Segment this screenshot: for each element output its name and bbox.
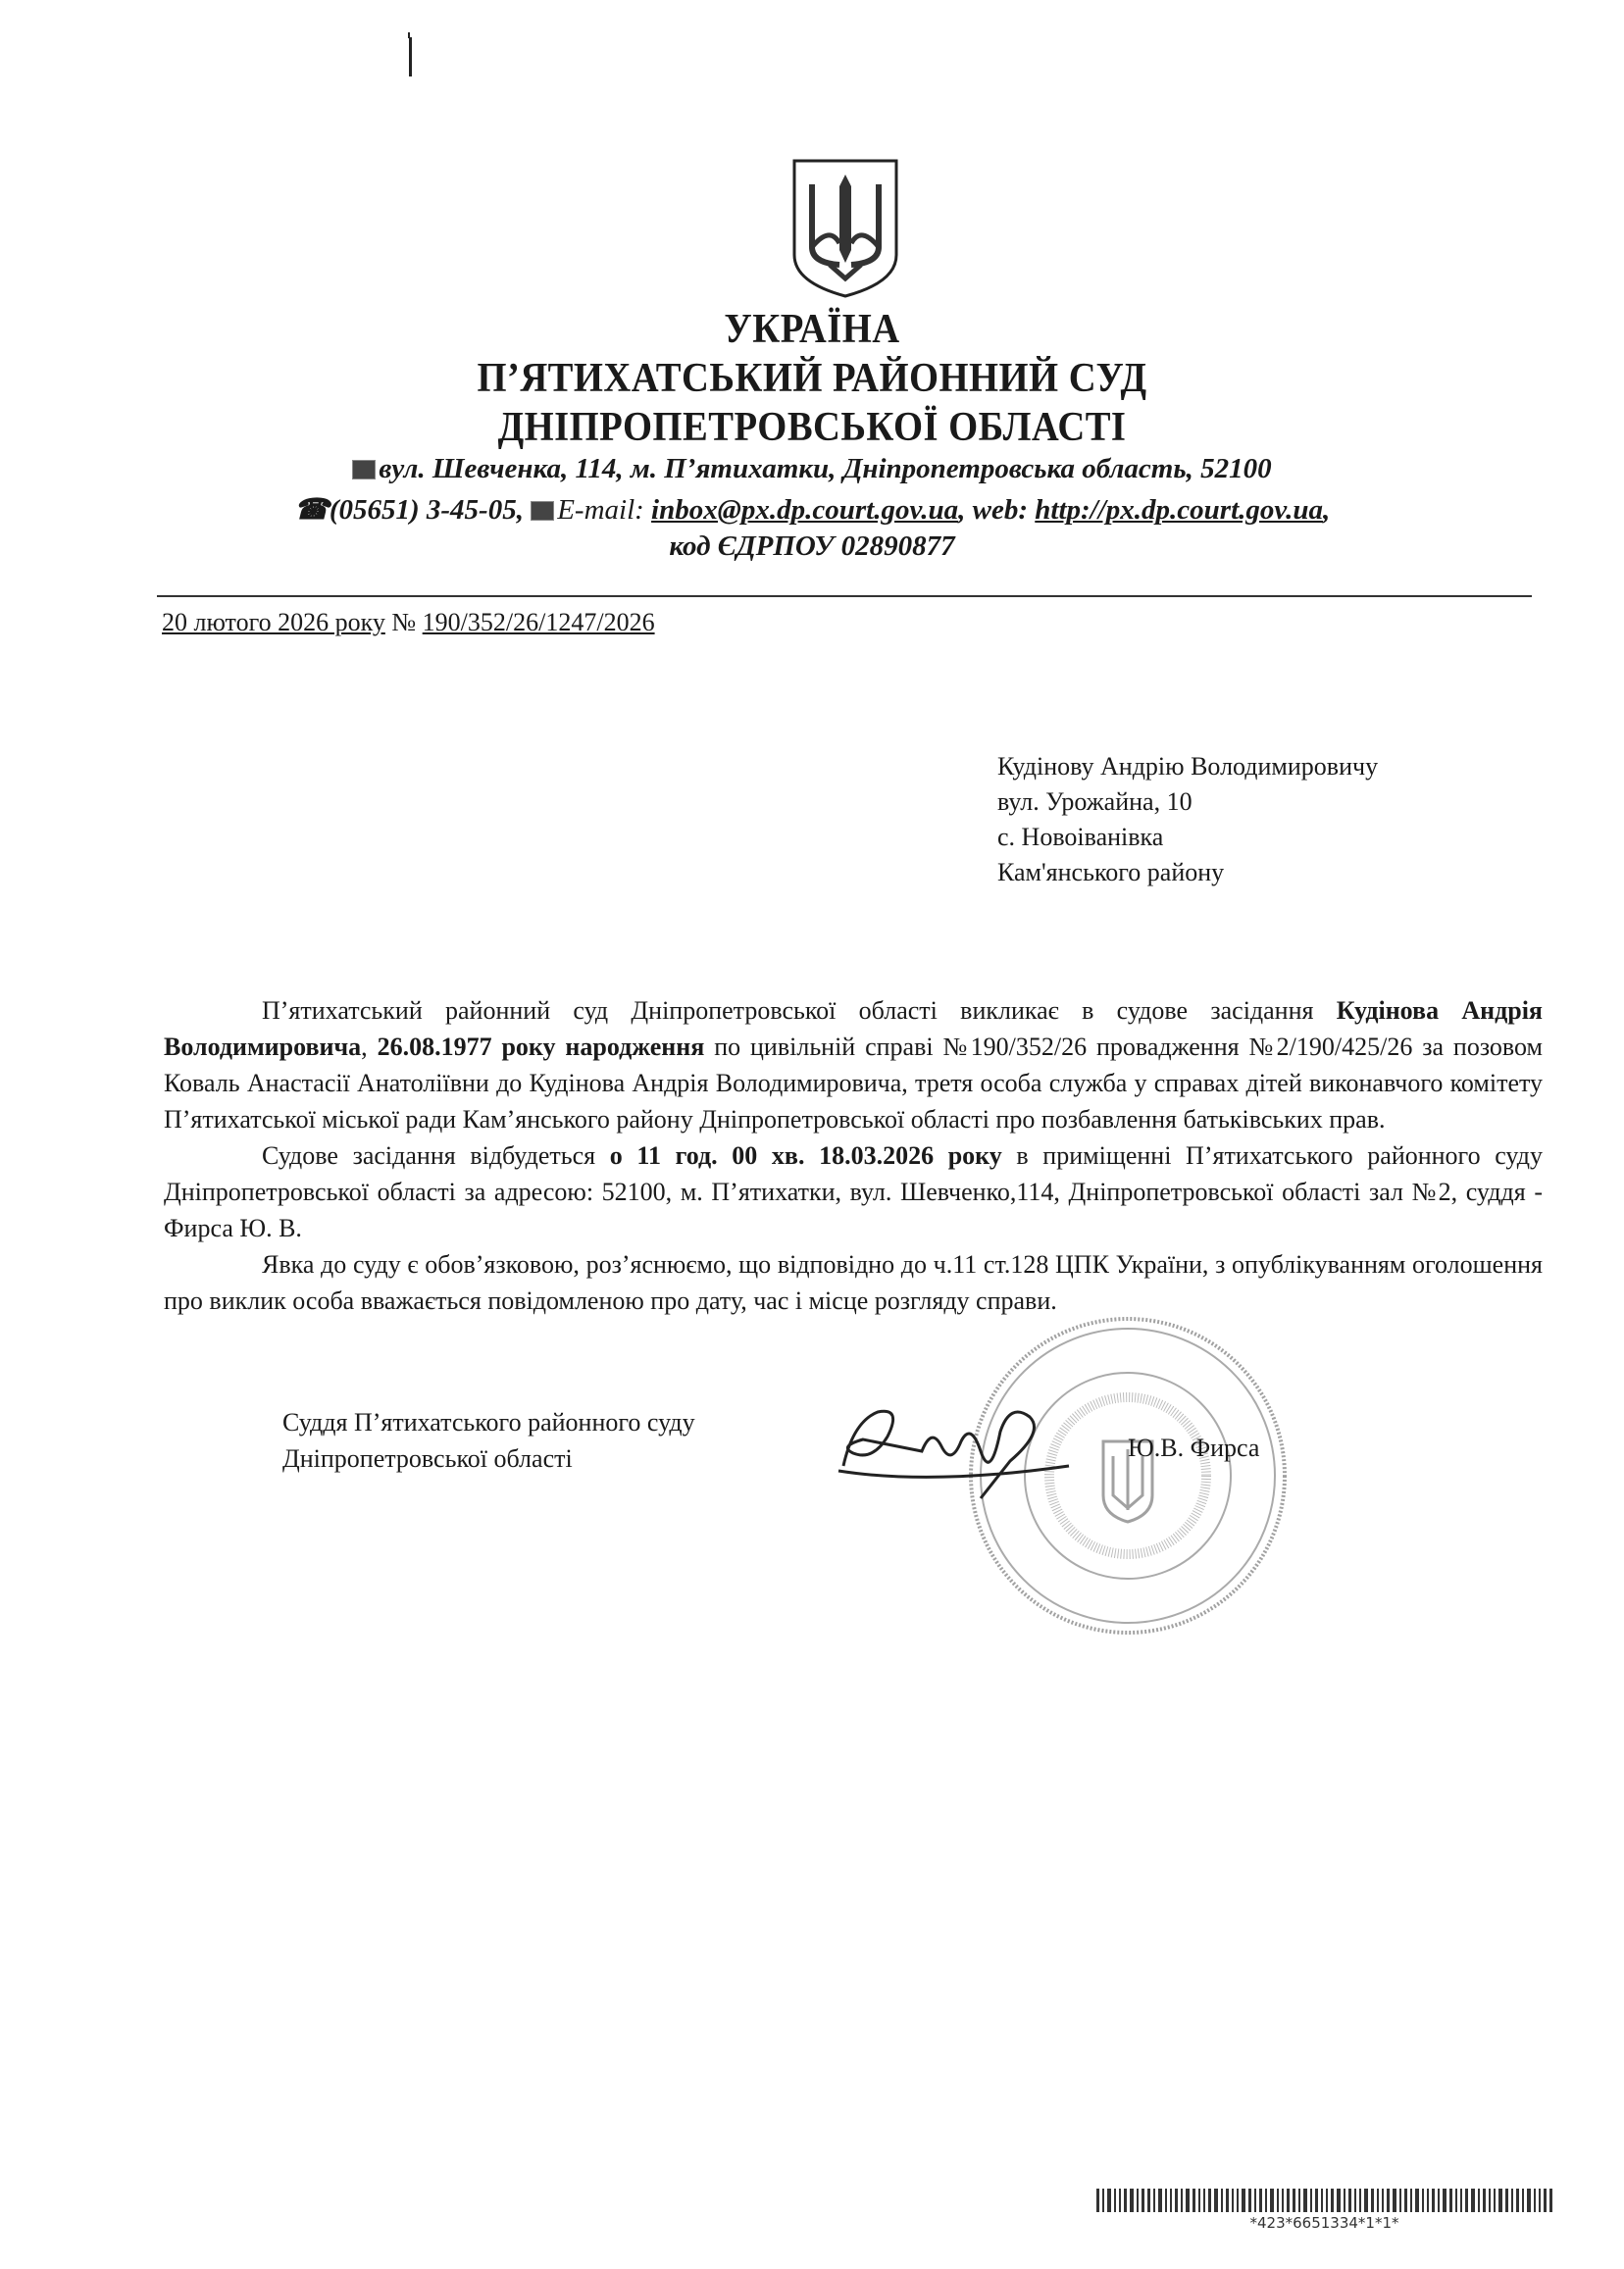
barcode-bar <box>1449 2189 1452 2212</box>
barcode-bar <box>1119 2189 1121 2212</box>
barcode-bar <box>1404 2189 1407 2212</box>
recipient-village: с. Новоіванівка <box>997 823 1164 851</box>
coat-of-arms-trident-icon <box>790 157 900 299</box>
barcode-bar <box>1165 2189 1167 2212</box>
barcode-bar <box>1242 2189 1245 2212</box>
barcode-bar <box>1527 2189 1531 2212</box>
barcode-bar <box>1544 2189 1547 2212</box>
judge-title <box>282 1404 695 1477</box>
barcode-bar <box>1534 2189 1536 2212</box>
barcode-bar <box>1259 2189 1262 2212</box>
barcode-bar <box>1277 2189 1279 2212</box>
barcode-bar <box>1315 2189 1318 2212</box>
barcode-bar <box>1382 2189 1384 2212</box>
barcode-bar <box>1232 2189 1234 2212</box>
barcode-bar <box>1208 2189 1211 2212</box>
envelope-icon <box>352 460 376 479</box>
barcode-bar <box>1539 2189 1541 2212</box>
header-court-name: П’ЯТИХАТСЬКИЙ РАЙОННИЙ СУД <box>477 356 1147 401</box>
text: П’ятихатський районний суд Дніпропетровської області викликає в судове засідання <box>262 996 1337 1025</box>
scan-mark <box>409 37 412 76</box>
barcode-bar <box>1287 2189 1290 2212</box>
text: , <box>361 1033 378 1061</box>
barcode-bar <box>1096 2189 1099 2212</box>
barcode-bar <box>1522 2189 1524 2212</box>
text: в приміщенні П’ятихатського районного суду Дніпропетровської області за адресою: 52100, м. П’ятихатки, вул. Шевченко,114, Дніпропетровської області зал №2, суддя - Фирса Ю. В. <box>164 1141 1543 1242</box>
barcode-bar <box>1443 2189 1446 2212</box>
recipient-name: Кудінову Андрію Володимировичу <box>997 752 1379 781</box>
barcode-bar <box>1142 2189 1144 2212</box>
barcode-bar <box>1460 2189 1462 2212</box>
bold-text: 26.08.1977 року народження <box>377 1033 705 1061</box>
barcode-bar <box>1371 2189 1374 2212</box>
barcode-bar <box>1293 2189 1295 2212</box>
barcode-bar <box>1364 2189 1368 2212</box>
text: Судове засідання відбудеться <box>262 1141 610 1170</box>
barcode-bar <box>1114 2189 1116 2212</box>
barcode-bar <box>1226 2189 1229 2212</box>
hearing-paragraph <box>164 1137 1543 1246</box>
barcode-bar <box>1170 2189 1172 2212</box>
attendance-paragraph: Явка до суду є обов’язковою, роз’яснюємо, що відповідно до ч.11 ст.128 ЦПК України, з опублікуванням оголошення про виклик особа вважається повідомленою про дату, час і місце розгляду справи. <box>164 1250 1543 1315</box>
barcode-bar <box>1181 2189 1183 2212</box>
barcode-bar <box>1282 2189 1284 2212</box>
barcode-bar <box>1193 2189 1195 2212</box>
barcode-bar <box>1221 2189 1223 2212</box>
barcode-bar <box>1254 2189 1256 2212</box>
barcode-bar <box>1331 2189 1334 2212</box>
phone: (05651) 3-45-05, <box>329 494 524 526</box>
barcode-bar <box>1265 2189 1267 2212</box>
number-sign: № <box>391 608 417 636</box>
barcode-bar <box>1137 2189 1139 2212</box>
barcode-bar <box>1387 2189 1390 2212</box>
recipient-district: Кам'янського району <box>997 858 1225 886</box>
barcode-bar <box>1130 2189 1134 2212</box>
header-divider <box>157 595 1532 597</box>
barcode-bar <box>1432 2189 1435 2212</box>
barcode-bar <box>1337 2189 1341 2212</box>
barcode-bar <box>1153 2189 1155 2212</box>
barcode-bar <box>1415 2189 1419 2212</box>
barcode-bar <box>1465 2189 1468 2212</box>
court-contacts <box>0 492 1624 527</box>
barcode-bar <box>1516 2189 1519 2212</box>
header-region: ДНІПРОПЕТРОВСЬКОЇ ОБЛАСТІ <box>497 405 1127 450</box>
punct: , <box>1323 494 1331 526</box>
judge-title-line2: Дніпропетровської області <box>282 1444 573 1473</box>
judge-name: Ю.В. Фирса <box>1128 1434 1260 1462</box>
barcode-bar <box>1393 2189 1396 2212</box>
barcode-bar <box>1248 2189 1251 2212</box>
barcode-bar <box>1359 2189 1361 2212</box>
phone-icon: ☎ <box>293 494 330 526</box>
barcode-bar <box>1203 2189 1205 2212</box>
barcode-bar <box>1511 2189 1513 2212</box>
barcode-bar <box>1348 2189 1351 2212</box>
barcode-bar <box>1158 2189 1162 2212</box>
barcode-bar <box>1498 2189 1502 2212</box>
barcode-bar <box>1107 2189 1111 2212</box>
barcode-bar <box>1270 2189 1274 2212</box>
barcode-number: *423*6651334*1*1* <box>1249 2214 1399 2232</box>
edrpou-code: код ЄДРПОУ 02890877 <box>669 530 955 562</box>
barcode-bar <box>1175 2189 1178 2212</box>
letter-body <box>164 992 1543 1319</box>
barcode-bar <box>1186 2189 1190 2212</box>
bold-text: о 11 год. 00 хв. 18.03.2026 року <box>609 1141 1002 1170</box>
header-country: УКРАЇНА <box>724 307 900 352</box>
barcode-bar <box>1198 2189 1200 2212</box>
barcode <box>1096 2189 1552 2212</box>
text: по цивільній справі №190/352/26 провадження №2/190/425/26 за позовом Коваль Анастасії Анатоліївни до Кудінова Андрія Володимировича, третя особа служба у справах дітей виконавчого комітету П’ятихатської міської ради Кам’янського району Дніпропетровської області про позбавлення батьківських прав. <box>164 1033 1543 1134</box>
barcode-bar <box>1237 2189 1239 2212</box>
barcode-bar <box>1494 2189 1496 2212</box>
barcode-bar <box>1438 2189 1440 2212</box>
barcode-bar <box>1303 2189 1307 2212</box>
letter-number: 190/352/26/1247/2026 <box>422 608 655 636</box>
barcode-bar <box>1478 2189 1480 2212</box>
barcode-bar <box>1298 2189 1300 2212</box>
barcode-bar <box>1410 2189 1412 2212</box>
barcode-bar <box>1147 2189 1150 2212</box>
email-label: E-mail: <box>557 494 644 526</box>
barcode-bar <box>1505 2189 1508 2212</box>
address-text: вул. Шевченка, 114, м. П’ятихатки, Дніпропетровська область, 52100 <box>379 453 1272 484</box>
bold-text: Кудінова Андрія Володимировича <box>164 996 1543 1061</box>
barcode-bar <box>1399 2189 1401 2212</box>
barcode-bar <box>1321 2189 1323 2212</box>
summons-paragraph <box>164 992 1543 1137</box>
web-label: , web: <box>958 494 1029 526</box>
barcode-bar <box>1455 2189 1457 2212</box>
barcode-bar <box>1310 2189 1312 2212</box>
recipient-street: вул. Урожайна, 10 <box>997 787 1193 816</box>
handwritten-signature <box>834 1392 1128 1500</box>
barcode-bar <box>1377 2189 1379 2212</box>
court-address <box>0 453 1624 485</box>
barcode-bar <box>1214 2189 1218 2212</box>
recipient-block <box>997 749 1378 890</box>
barcode-bar <box>1427 2189 1429 2212</box>
barcode-bar <box>1483 2189 1486 2212</box>
barcode-bar <box>1471 2189 1475 2212</box>
email-link[interactable]: inbox@px.dp.court.gov.ua <box>651 494 959 526</box>
barcode-bar <box>1344 2189 1345 2212</box>
reference-line <box>162 608 655 637</box>
letter-date: 20 лютого 2026 року <box>162 608 385 636</box>
barcode-bar <box>1354 2189 1356 2212</box>
web-link[interactable]: http://px.dp.court.gov.ua <box>1035 494 1324 526</box>
computer-icon <box>531 501 554 521</box>
barcode-bar <box>1489 2189 1491 2212</box>
barcode-bar <box>1422 2189 1424 2212</box>
barcode-bar <box>1102 2189 1104 2212</box>
barcode-bar <box>1326 2189 1328 2212</box>
judge-title-line1: Суддя П’ятихатського районного суду <box>282 1408 695 1437</box>
barcode-bar <box>1549 2189 1552 2212</box>
barcode-bar <box>1124 2189 1127 2212</box>
